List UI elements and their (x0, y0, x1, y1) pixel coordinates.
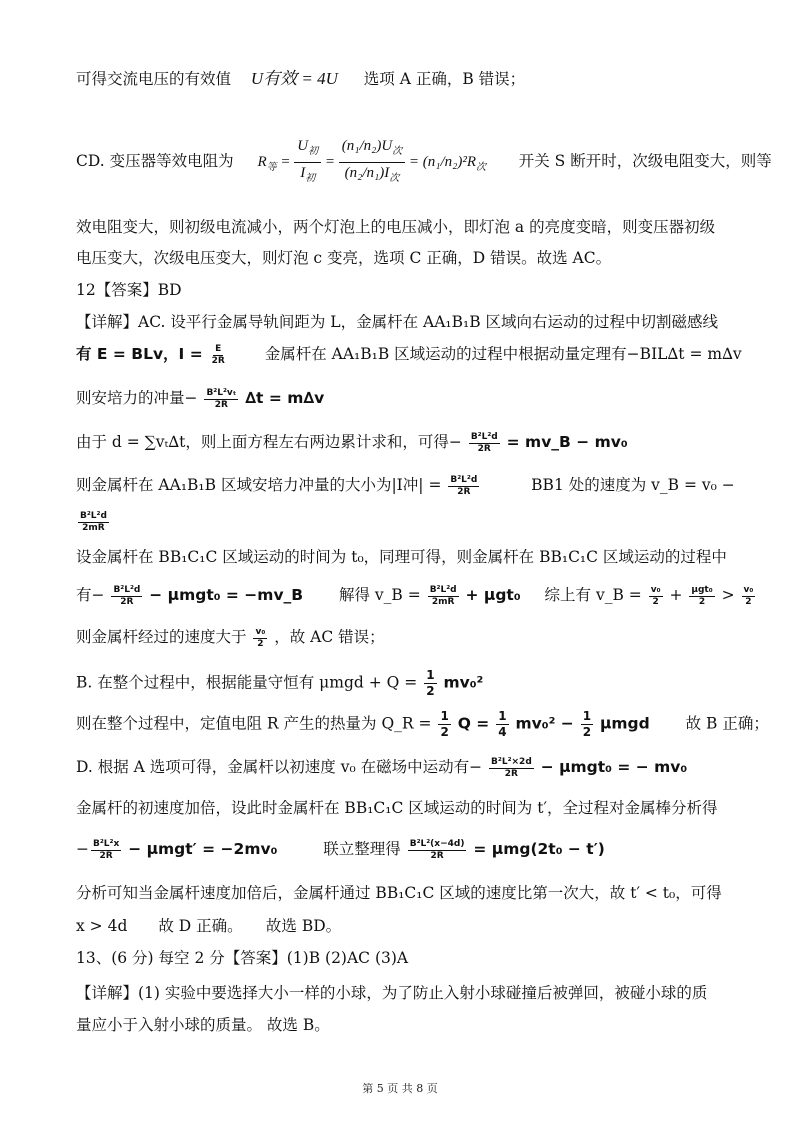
fraction: $\frac{\text{B²L²vₜ}}{2R}$ (206, 387, 237, 410)
line-text: 开关 S 断开时，次级电阻变大，则等 (518, 152, 772, 170)
text-line: − $\frac{\text{B²L²x}}{2R}$ − μmgt′ = −2mv₀ 联立整理得 $\frac{\text{B²L²(x−4d)}}{2R}$ = μmg(2t₀ − t′) (76, 838, 605, 861)
line-text: 综上有 v_B = (544, 586, 642, 604)
fraction: $\frac{\text{v₀}}{2}$ (255, 626, 266, 649)
text-line: 量应小于入射小球的质量。 故选 B。 (76, 1016, 330, 1034)
line-text: 则金属杆经过的速度大于 (76, 628, 247, 646)
text-line: 有− $\frac{\text{B²L²d}}{2R}$ − μmgt₀ = −mv_B 解得 v_B = $\frac{\text{B²L²d}}{2mR}$ + μgt₀ 综上有 v_B = $\frac{\text{v₀}}{2}$ + $\frac{\text{μgt₀}}{2}$ > $\frac{\text{v₀}}{2}$ (76, 584, 754, 607)
text-line (76, 429, 740, 455)
fraction: $\frac{\text{B²L²(x−4d)}}{2R}$ (409, 838, 465, 861)
line-text: + μgt₀ (465, 586, 521, 604)
text-line: 则在整个过程中，定值电阻 R 产生的热量为 Q_R = $\frac{1}{2}$ Q = $\frac{1}{4}$ mv₀² − $\frac{1}{2}$ μmgd 故 B 正确； (76, 709, 769, 739)
fraction: $(n_1/n_2)U_次$ $(n_2/n_1)I_次$ (339, 136, 405, 189)
text-line (76, 472, 740, 498)
text-line: 效电阻变大，则初级电流减小，两个灯泡上的电压减小，即灯泡 a 的亮度变暗，则变压器初级 (76, 218, 716, 236)
line-text: 金属杆在 AA₁B₁B 区域运动的过程中根据动量定理有−BIL∆t = m∆v (264, 345, 742, 363)
text-line (76, 754, 740, 780)
text-line: 【详解】(1) 实验中要选择大小一样的小球，为了防止入射小球碰撞后被弹回，被碰小球的质 (76, 984, 708, 1002)
line-text: − μmgt′ = −2mv₀ (128, 840, 278, 858)
text-line: 金属杆的初速度加倍，设此时金属杆在 BB₁C₁C 区域运动的时间为 t′，全过程对金属棒分析得 (76, 799, 718, 817)
fraction: $\frac{\text{B²L²×2d}}{2R}$ (491, 756, 532, 779)
fraction: $U_初$ $I_初$ (294, 136, 321, 189)
line-text: ∆t = m∆v (245, 389, 325, 407)
line-text: 有− (76, 586, 105, 604)
fraction: $\frac{E}{2R}$ (211, 343, 225, 366)
line-text: B. 在整个过程中，根据能量守恒有 μmgd + Q = (76, 673, 418, 692)
text-line (76, 66, 740, 92)
line-text: 由于 d = ∑vₜ∆t，则上面方程左右两边累计求和，可得− (76, 433, 462, 451)
line-text: CD. 变压器等效电阻为 (76, 152, 234, 170)
line-text: − μmgt₀ = −mv_B (149, 586, 304, 604)
text-line (76, 668, 740, 699)
page-footer: 第 5 页 共 8 页 (362, 1082, 438, 1095)
line-text: 选项 A 正确，B 错误； (363, 70, 526, 88)
fraction: $\frac{\text{B²L²d}}{2R}$ (113, 584, 141, 607)
line-text: 则金属杆在 AA₁B₁B 区域安培力冲量的大小为|I冲| = (76, 476, 442, 494)
line-text: mv₀² (443, 673, 484, 692)
line-text: − μmgt₀ = − mv₀ (540, 758, 688, 776)
text-line (76, 624, 740, 650)
line-text: = mv_B − mv₀ (506, 433, 628, 451)
fraction: $\frac{1}{2}$ (426, 668, 435, 698)
fraction: $\frac{\text{B²L²d}}{2mR}$ (80, 510, 107, 533)
line-text: D. 根据 A 选项可得，金属杆以初速度 v₀ 在磁场中运动有− (76, 758, 483, 776)
line-text: 可得交流电压的有效值 (76, 70, 232, 88)
text-line: 【详解】AC. 设平行金属导轨间距为 L，金属杆在 AA₁B₁B 区域向右运动的过程中切割磁感线 (76, 313, 719, 331)
fraction: $\frac{1}{4}$ (498, 709, 507, 739)
equation: U有效 = 4U (250, 69, 338, 88)
line-text: 故 B 正确； (685, 714, 769, 733)
text-line (76, 341, 740, 367)
line-text: ，故 AC 错误； (274, 628, 385, 646)
fraction: $\frac{\text{B²L²d}}{2R}$ (450, 474, 478, 497)
text-line (76, 126, 772, 196)
line-text: 解得 v_B = (339, 586, 421, 604)
text-line: 设金属杆在 BB₁C₁C 区域运动的时间为 t₀，同理可得，则金属杆在 BB₁C₁C 区域运动的过程中 (76, 548, 727, 566)
line-text: 则安培力的冲量− (76, 389, 198, 407)
text-line (76, 508, 740, 534)
answer-heading: 13、(6 分) 每空 2 分【答案】(1)B (2)AC (3)A (76, 949, 409, 967)
fraction: $\frac{\text{v₀}}{2}$ (743, 584, 754, 607)
text-line: x > 4d 故 D 正确。 故选 BD。 (76, 917, 342, 935)
line-text: 有 E = BLv，I = (76, 345, 203, 363)
fraction: $\frac{\text{B²L²x}}{2R}$ (93, 838, 120, 861)
fraction: $\frac{\text{μgt₀}}{2}$ (691, 584, 713, 607)
line-text: 则在整个过程中，定值电阻 R 产生的热量为 Q_R = (76, 714, 432, 733)
text-line: 分析可知当金属杆速度加倍后，金属杆通过 BB₁C₁C 区域的速度比第一次大，故 t′ < t₀，可得 (76, 884, 722, 902)
fraction: $\frac{\text{B²L²d}}{2mR}$ (429, 584, 457, 607)
answer-heading: 12【答案】BD (76, 281, 182, 299)
fraction: $\frac{\text{B²L²d}}{2R}$ (470, 431, 498, 454)
resistance-equation: $R_等$ = $U_初$ $I_初$ = $(n_1/n_2)U_次$ $(n_2/n_1)I_次$ = $(n_1/n_2)^2R_次$ (257, 154, 489, 170)
line-text: 联立整理得 (323, 840, 401, 858)
line-text: = μmg(2t₀ − t′) (473, 840, 605, 858)
text-line (76, 385, 740, 411)
text-line: 电压变大，次级电压变大，则灯泡 c 变亮，选项 C 正确，D 错误。故选 AC。 (76, 249, 612, 267)
line-text: BB1 处的速度为 v_B = v₀ − (531, 476, 735, 494)
fraction: $\frac{\text{v₀}}{2}$ (650, 584, 661, 607)
fraction: $\frac{1}{2}$ (440, 709, 449, 739)
fraction: $\frac{1}{2}$ (582, 709, 592, 739)
